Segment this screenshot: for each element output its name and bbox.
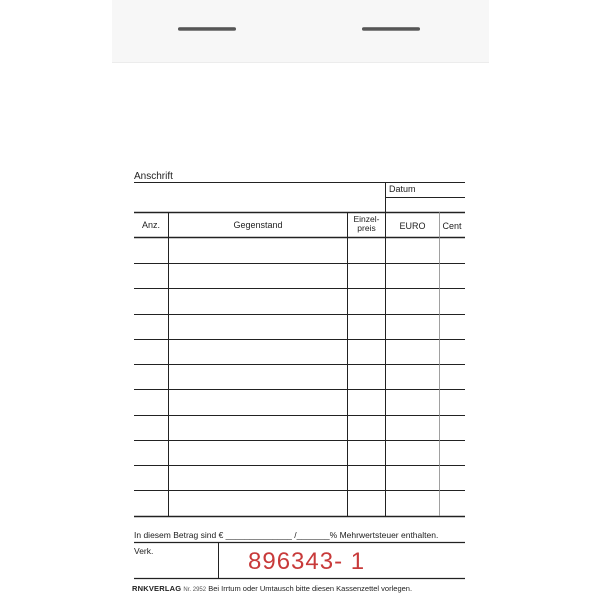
column-header-gegenstand: Gegenstand — [233, 220, 283, 230]
footer — [132, 584, 412, 593]
einzelpreis-line1: Einzel- — [353, 214, 380, 224]
column-header-einzelpreis — [348, 215, 385, 233]
publisher-brand: RNKVERLAG — [132, 584, 182, 593]
column-header-euro: EURO — [399, 221, 426, 231]
table-row-lines — [134, 264, 465, 491]
form-number: Nr. 2952 — [183, 587, 207, 593]
vat-statement: In diesem Betrag sind € ______________ /_______% Mehrwertsteuer enthalten. — [134, 530, 439, 540]
column-header-anz: Anz. — [141, 220, 160, 230]
column-header-cent: Cent — [442, 221, 462, 231]
anschrift-label: Anschrift — [134, 171, 173, 182]
datum-label: Datum — [389, 184, 416, 194]
serial-number: 896343- 1 — [248, 548, 366, 575]
footer-notice: Bei Irrtum oder Umtausch bitte diesen Kassenzettel vorlegen. — [208, 584, 413, 593]
verk-label: Verk. — [134, 546, 154, 556]
einzelpreis-line2: preis — [357, 223, 376, 233]
